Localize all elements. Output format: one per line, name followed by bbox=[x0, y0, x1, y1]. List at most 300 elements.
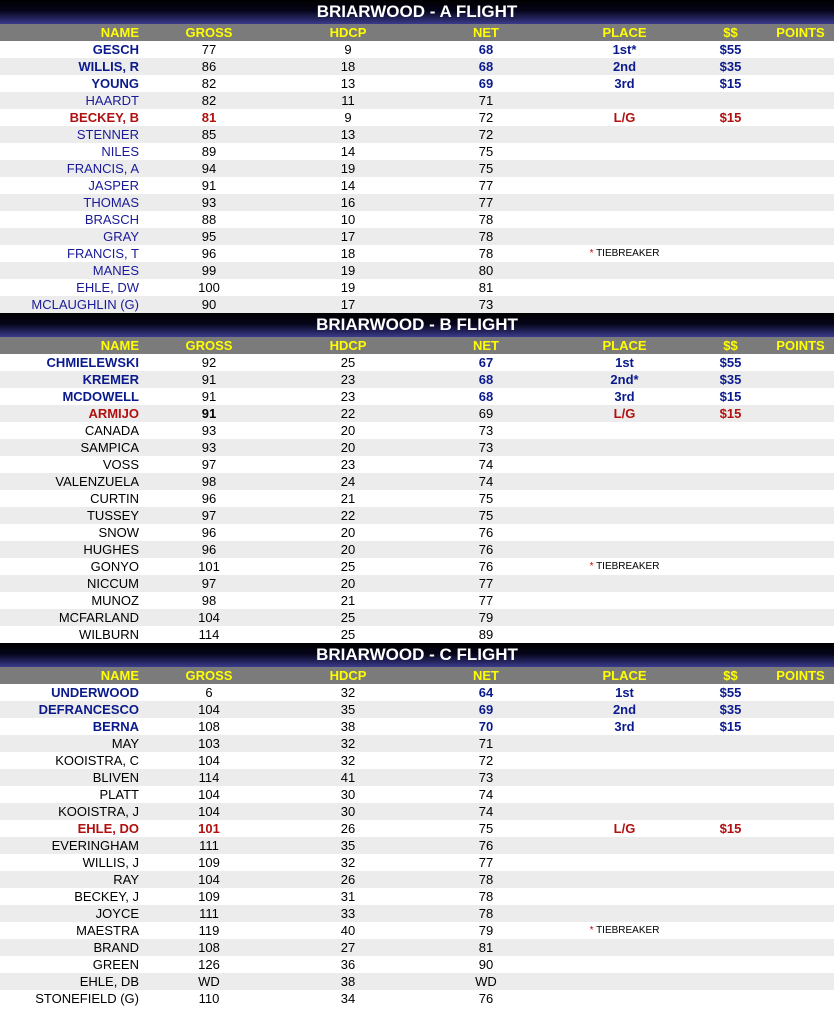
table-row bbox=[0, 939, 834, 956]
column-header-points: POINTS bbox=[776, 338, 825, 353]
cell-net: 68 bbox=[478, 42, 494, 57]
cell-dollars bbox=[694, 786, 767, 803]
cell-dollars bbox=[694, 456, 767, 473]
column-header-hdcp: HDCP bbox=[329, 338, 367, 353]
cell-dollars bbox=[694, 490, 767, 507]
cell-gross: 94 bbox=[201, 161, 217, 176]
cell-name: BLIVEN bbox=[92, 770, 139, 785]
cell-dollars bbox=[694, 973, 767, 990]
table-row bbox=[0, 871, 834, 888]
cell-net: 72 bbox=[478, 110, 494, 125]
cell-dollars: $55 bbox=[719, 42, 742, 57]
cell-place: L/G bbox=[613, 406, 636, 421]
cell-gross: 108 bbox=[198, 940, 220, 955]
cell-name: MCFARLAND bbox=[58, 610, 139, 625]
cell-points bbox=[767, 701, 834, 718]
cell-gross: 88 bbox=[201, 212, 217, 227]
cell-gross: 92 bbox=[201, 355, 217, 370]
cell-name: MANES bbox=[92, 263, 139, 278]
cell-name: BECKEY, J bbox=[74, 889, 139, 904]
cell-net: 89 bbox=[478, 627, 494, 642]
cell-gross: 93 bbox=[201, 195, 217, 210]
cell-name: MCLAUGHLIN (G) bbox=[31, 297, 139, 312]
cell-place bbox=[555, 262, 694, 279]
cell-name: NICCUM bbox=[87, 576, 139, 591]
table-row bbox=[0, 752, 834, 769]
cell-gross: 86 bbox=[201, 59, 217, 74]
cell-place: 1st bbox=[615, 685, 634, 700]
cell-dollars: $35 bbox=[719, 702, 742, 717]
cell-hdcp: 26 bbox=[340, 821, 356, 836]
column-header-gross: GROSS bbox=[185, 25, 233, 40]
cell-net: 75 bbox=[478, 161, 494, 176]
cell-name: CURTIN bbox=[90, 491, 139, 506]
cell-place bbox=[555, 939, 694, 956]
cell-points bbox=[767, 160, 834, 177]
cell-dollars bbox=[694, 439, 767, 456]
table-row bbox=[0, 211, 834, 228]
cell-points bbox=[767, 837, 834, 854]
cell-dollars bbox=[694, 803, 767, 820]
cell-place: 1st bbox=[615, 355, 634, 370]
cell-gross: 97 bbox=[201, 508, 217, 523]
cell-hdcp: 23 bbox=[340, 372, 356, 387]
table-row bbox=[0, 803, 834, 820]
cell-points bbox=[767, 854, 834, 871]
cell-hdcp: 11 bbox=[341, 93, 355, 108]
column-header-points: POINTS bbox=[776, 668, 825, 683]
cell-hdcp: 22 bbox=[340, 406, 356, 421]
cell-dollars bbox=[694, 871, 767, 888]
column-header-name: NAME bbox=[100, 338, 139, 353]
cell-name: MUNOZ bbox=[91, 593, 139, 608]
cell-hdcp: 20 bbox=[340, 525, 356, 540]
cell-net: 77 bbox=[478, 593, 494, 608]
table-row bbox=[0, 575, 834, 592]
cell-name: MCDOWELL bbox=[62, 389, 139, 404]
table-row bbox=[0, 245, 834, 262]
cell-points bbox=[767, 439, 834, 456]
cell-place: 3rd bbox=[614, 389, 635, 404]
cell-hdcp: 21 bbox=[340, 593, 356, 608]
cell-net: 71 bbox=[478, 736, 494, 751]
cell-gross: 77 bbox=[201, 42, 217, 57]
cell-hdcp: 38 bbox=[340, 719, 356, 734]
table-row bbox=[0, 626, 834, 643]
cell-place bbox=[555, 592, 694, 609]
cell-net: 68 bbox=[478, 372, 494, 387]
cell-place bbox=[555, 194, 694, 211]
cell-net: 73 bbox=[478, 440, 494, 455]
cell-place: 2nd bbox=[612, 702, 637, 717]
cell-net: 76 bbox=[478, 525, 494, 540]
cell-dollars bbox=[694, 541, 767, 558]
table-row bbox=[0, 143, 834, 160]
cell-name: SNOW bbox=[98, 525, 139, 540]
cell-net: 68 bbox=[478, 389, 494, 404]
cell-points bbox=[767, 262, 834, 279]
cell-place bbox=[555, 888, 694, 905]
cell-dollars: $15 bbox=[719, 76, 742, 91]
cell-place bbox=[555, 871, 694, 888]
table-row bbox=[0, 888, 834, 905]
cell-dollars: $55 bbox=[719, 685, 742, 700]
column-header-dollars: $$ bbox=[723, 668, 738, 683]
cell-points bbox=[767, 939, 834, 956]
cell-place: 1st* bbox=[612, 42, 637, 57]
cell-points bbox=[767, 922, 834, 939]
table-row bbox=[0, 405, 834, 422]
cell-dollars bbox=[694, 575, 767, 592]
cell-dollars bbox=[694, 769, 767, 786]
cell-points bbox=[767, 769, 834, 786]
cell-net: 74 bbox=[478, 474, 494, 489]
cell-gross: 114 bbox=[198, 627, 220, 642]
cell-hdcp: 25 bbox=[340, 610, 356, 625]
cell-gross: 81 bbox=[201, 110, 217, 125]
table-row bbox=[0, 194, 834, 211]
cell-gross: 6 bbox=[205, 685, 213, 700]
cell-name: WILLIS, J bbox=[82, 855, 139, 870]
cell-place bbox=[555, 803, 694, 820]
table-row bbox=[0, 422, 834, 439]
table-row bbox=[0, 905, 834, 922]
cell-points bbox=[767, 92, 834, 109]
cell-points bbox=[767, 473, 834, 490]
cell-hdcp: 19 bbox=[340, 263, 356, 278]
cell-points bbox=[767, 786, 834, 803]
cell-net: 78 bbox=[478, 872, 494, 887]
cell-net: 67 bbox=[478, 355, 494, 370]
cell-net: 73 bbox=[478, 423, 494, 438]
cell-net: 77 bbox=[478, 195, 494, 210]
table-row bbox=[0, 922, 834, 939]
cell-points bbox=[767, 58, 834, 75]
cell-name: JASPER bbox=[88, 178, 139, 193]
cell-name: TUSSEY bbox=[86, 508, 139, 523]
cell-points bbox=[767, 820, 834, 837]
cell-net: 74 bbox=[478, 787, 494, 802]
cell-place bbox=[555, 956, 694, 973]
cell-points bbox=[767, 456, 834, 473]
table-row bbox=[0, 609, 834, 626]
cell-gross: 109 bbox=[198, 855, 220, 870]
cell-name: STENNER bbox=[76, 127, 139, 142]
cell-gross: 97 bbox=[201, 576, 217, 591]
cell-net: 78 bbox=[478, 906, 494, 921]
cell-gross: 101 bbox=[198, 821, 220, 836]
cell-hdcp: 14 bbox=[340, 144, 356, 159]
cell-points bbox=[767, 871, 834, 888]
cell-name: WILLIS, R bbox=[78, 59, 139, 74]
cell-name: HUGHES bbox=[83, 542, 139, 557]
cell-net: 75 bbox=[478, 491, 494, 506]
cell-net: 69 bbox=[478, 702, 494, 717]
cell-hdcp: 21 bbox=[340, 491, 356, 506]
cell-name: SAMPICA bbox=[80, 440, 139, 455]
cell-gross: 96 bbox=[201, 525, 217, 540]
cell-points bbox=[767, 718, 834, 735]
cell-dollars bbox=[694, 279, 767, 296]
table-row bbox=[0, 228, 834, 245]
cell-place bbox=[555, 160, 694, 177]
cell-place bbox=[555, 752, 694, 769]
cell-dollars bbox=[694, 160, 767, 177]
cell-hdcp: 17 bbox=[340, 297, 356, 312]
cell-points bbox=[767, 541, 834, 558]
cell-points bbox=[767, 109, 834, 126]
cell-dollars bbox=[694, 592, 767, 609]
cell-place bbox=[555, 735, 694, 752]
table-row bbox=[0, 973, 834, 990]
cell-hdcp: 16 bbox=[340, 195, 356, 210]
cell-net: 90 bbox=[478, 957, 494, 972]
cell-gross: 104 bbox=[198, 753, 220, 768]
cell-net: 81 bbox=[478, 280, 494, 295]
cell-gross: 104 bbox=[198, 804, 220, 819]
cell-name: BERNA bbox=[92, 719, 139, 734]
cell-dollars bbox=[694, 143, 767, 160]
cell-points bbox=[767, 296, 834, 313]
cell-points bbox=[767, 558, 834, 575]
table-row bbox=[0, 439, 834, 456]
cell-place bbox=[555, 626, 694, 643]
cell-points bbox=[767, 575, 834, 592]
cell-dollars bbox=[694, 228, 767, 245]
cell-gross: 99 bbox=[201, 263, 217, 278]
cell-place bbox=[555, 92, 694, 109]
cell-place bbox=[555, 507, 694, 524]
cell-points bbox=[767, 228, 834, 245]
cell-hdcp: 27 bbox=[340, 940, 356, 955]
cell-name: NILES bbox=[101, 144, 139, 159]
cell-name: MAY bbox=[111, 736, 139, 751]
cell-name: VOSS bbox=[102, 457, 139, 472]
cell-points bbox=[767, 626, 834, 643]
cell-gross: 103 bbox=[198, 736, 220, 751]
cell-dollars bbox=[694, 609, 767, 626]
cell-hdcp: 14 bbox=[340, 178, 356, 193]
table-row bbox=[0, 456, 834, 473]
cell-hdcp: 23 bbox=[340, 457, 356, 472]
cell-hdcp: 19 bbox=[340, 280, 356, 295]
cell-place bbox=[555, 541, 694, 558]
cell-gross: WD bbox=[198, 974, 220, 989]
cell-place bbox=[555, 490, 694, 507]
cell-net: 71 bbox=[478, 93, 494, 108]
column-header-name: NAME bbox=[100, 25, 139, 40]
cell-dollars: $15 bbox=[719, 719, 742, 734]
cell-dollars: $15 bbox=[719, 110, 742, 125]
table-row bbox=[0, 558, 834, 575]
cell-place bbox=[555, 786, 694, 803]
table-row bbox=[0, 684, 834, 701]
cell-net: 64 bbox=[478, 685, 494, 700]
table-row bbox=[0, 507, 834, 524]
cell-hdcp: 36 bbox=[340, 957, 356, 972]
cell-points bbox=[767, 684, 834, 701]
cell-hdcp: 25 bbox=[340, 627, 356, 642]
cell-net: 76 bbox=[478, 991, 494, 1006]
column-header-gross: GROSS bbox=[185, 668, 233, 683]
column-header-row bbox=[0, 24, 834, 41]
cell-net: 73 bbox=[478, 297, 494, 312]
cell-points bbox=[767, 75, 834, 92]
cell-hdcp: 13 bbox=[340, 127, 356, 142]
cell-place bbox=[555, 245, 694, 262]
cell-dollars bbox=[694, 507, 767, 524]
flight-title: BRIARWOOD - B FLIGHT bbox=[0, 313, 834, 337]
cell-net: 79 bbox=[478, 610, 494, 625]
cell-place: 3rd bbox=[614, 76, 635, 91]
cell-points bbox=[767, 177, 834, 194]
asterisk-icon: * bbox=[589, 925, 597, 936]
cell-hdcp: 18 bbox=[340, 59, 356, 74]
cell-points bbox=[767, 507, 834, 524]
cell-place: L/G bbox=[613, 110, 636, 125]
cell-dollars bbox=[694, 177, 767, 194]
cell-hdcp: 25 bbox=[340, 355, 356, 370]
cell-hdcp: 40 bbox=[340, 923, 356, 938]
cell-hdcp: 24 bbox=[340, 474, 356, 489]
table-row bbox=[0, 718, 834, 735]
cell-hdcp: 32 bbox=[340, 685, 356, 700]
table-row bbox=[0, 837, 834, 854]
cell-hdcp: 22 bbox=[340, 508, 356, 523]
cell-hdcp: 10 bbox=[340, 212, 356, 227]
cell-dollars bbox=[694, 422, 767, 439]
cell-hdcp: 26 bbox=[340, 872, 356, 887]
cell-hdcp: 20 bbox=[340, 440, 356, 455]
cell-place bbox=[555, 905, 694, 922]
cell-place bbox=[555, 177, 694, 194]
cell-dollars: $35 bbox=[719, 372, 742, 387]
cell-dollars bbox=[694, 735, 767, 752]
cell-dollars bbox=[694, 956, 767, 973]
table-row bbox=[0, 92, 834, 109]
cell-gross: 119 bbox=[198, 923, 220, 938]
cell-dollars bbox=[694, 126, 767, 143]
column-header-net: NET bbox=[473, 668, 499, 683]
cell-dollars: $55 bbox=[719, 355, 742, 370]
cell-name: WILBURN bbox=[79, 627, 139, 642]
cell-name: BRAND bbox=[93, 940, 139, 955]
cell-hdcp: 33 bbox=[340, 906, 356, 921]
cell-gross: 108 bbox=[198, 719, 220, 734]
table-row bbox=[0, 524, 834, 541]
cell-name: GESCH bbox=[92, 42, 139, 57]
table-row bbox=[0, 262, 834, 279]
cell-gross: 109 bbox=[198, 889, 220, 904]
cell-net: 75 bbox=[478, 821, 494, 836]
cell-net: 78 bbox=[478, 229, 494, 244]
table-row bbox=[0, 388, 834, 405]
cell-hdcp: 38 bbox=[340, 974, 356, 989]
flight-section bbox=[0, 0, 834, 313]
cell-gross: 97 bbox=[201, 457, 217, 472]
cell-dollars bbox=[694, 888, 767, 905]
cell-dollars bbox=[694, 905, 767, 922]
column-header-points: POINTS bbox=[776, 25, 825, 40]
cell-net: 72 bbox=[478, 127, 494, 142]
cell-points bbox=[767, 609, 834, 626]
column-header-net: NET bbox=[473, 25, 499, 40]
table-row bbox=[0, 126, 834, 143]
cell-points bbox=[767, 422, 834, 439]
cell-net: 76 bbox=[478, 838, 494, 853]
column-header-place: PLACE bbox=[602, 25, 647, 40]
cell-place bbox=[555, 769, 694, 786]
cell-name: YOUNG bbox=[91, 76, 139, 91]
table-row bbox=[0, 41, 834, 58]
cell-net: 75 bbox=[478, 144, 494, 159]
cell-place: 2nd* bbox=[610, 372, 639, 387]
cell-dollars bbox=[694, 752, 767, 769]
cell-name: MAESTRA bbox=[76, 923, 139, 938]
cell-name: THOMAS bbox=[83, 195, 139, 210]
cell-name: ARMIJO bbox=[88, 406, 139, 421]
cell-net: 75 bbox=[478, 508, 494, 523]
cell-dollars: $15 bbox=[719, 406, 742, 421]
cell-net: 78 bbox=[478, 212, 494, 227]
flight-section bbox=[0, 313, 834, 643]
cell-name: JOYCE bbox=[95, 906, 139, 921]
cell-points bbox=[767, 735, 834, 752]
cell-gross: 104 bbox=[198, 610, 220, 625]
column-header-dollars: $$ bbox=[723, 25, 738, 40]
column-header-place: PLACE bbox=[602, 668, 647, 683]
column-header-row bbox=[0, 667, 834, 684]
cell-place bbox=[555, 575, 694, 592]
cell-gross: 111 bbox=[199, 906, 219, 921]
cell-name: CHMIELEWSKI bbox=[46, 355, 139, 370]
cell-points bbox=[767, 405, 834, 422]
cell-points bbox=[767, 888, 834, 905]
cell-gross: 91 bbox=[201, 372, 217, 387]
cell-name: VALENZUELA bbox=[55, 474, 139, 489]
cell-net: 78 bbox=[478, 246, 494, 261]
cell-net: 79 bbox=[478, 923, 494, 938]
cell-place bbox=[555, 854, 694, 871]
cell-place bbox=[555, 143, 694, 160]
cell-hdcp: 32 bbox=[340, 736, 356, 751]
cell-net: 81 bbox=[478, 940, 494, 955]
cell-place bbox=[555, 990, 694, 1007]
cell-place bbox=[555, 422, 694, 439]
cell-gross: 101 bbox=[198, 559, 220, 574]
table-row bbox=[0, 296, 834, 313]
cell-gross: 95 bbox=[201, 229, 217, 244]
table-row bbox=[0, 820, 834, 837]
cell-dollars bbox=[694, 296, 767, 313]
cell-gross: 91 bbox=[201, 178, 217, 193]
tiebreaker-note: TIEBREAKER bbox=[596, 561, 660, 572]
cell-name: GONYO bbox=[90, 559, 139, 574]
cell-hdcp: 20 bbox=[340, 423, 356, 438]
cell-hdcp: 30 bbox=[340, 804, 356, 819]
table-row bbox=[0, 854, 834, 871]
cell-name: DEFRANCESCO bbox=[38, 702, 139, 717]
cell-hdcp: 17 bbox=[340, 229, 356, 244]
cell-gross: 111 bbox=[199, 838, 219, 853]
cell-dollars bbox=[694, 262, 767, 279]
cell-gross: 93 bbox=[201, 423, 217, 438]
cell-gross: 91 bbox=[201, 406, 217, 421]
cell-name: HAARDT bbox=[85, 93, 139, 108]
cell-points bbox=[767, 194, 834, 211]
cell-dollars bbox=[694, 626, 767, 643]
table-row bbox=[0, 735, 834, 752]
